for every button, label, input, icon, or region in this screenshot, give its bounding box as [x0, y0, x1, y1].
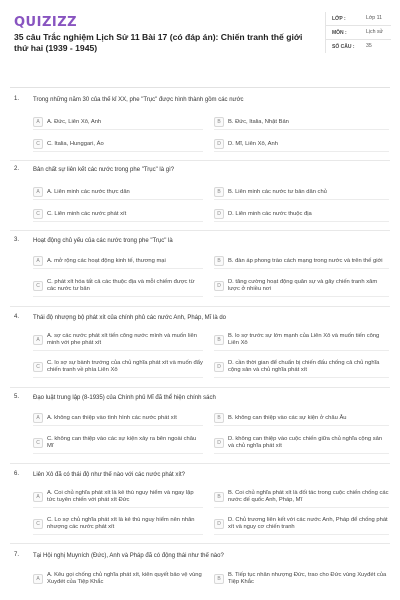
option-text: B. Coi chủ nghĩa phát xít là đối tác trong cuộc chiến chống các nước đế quốc Anh, Pháp, Mĩ [228, 490, 389, 503]
question-text: Thái độ nhượng bộ phát xít của chính phủ các nước Anh, Pháp, Mĩ là do [33, 315, 227, 321]
option-text: A. Liên minh các nước thực dân [47, 188, 130, 195]
option-text: C. Liên minh các nước phát xít [47, 210, 127, 217]
option-text: A. mở rộng các hoạt động kinh tế, thương mại [47, 257, 166, 264]
question-separator [10, 306, 390, 307]
question-separator [10, 543, 390, 544]
option-letter: A [33, 492, 43, 502]
option-b[interactable] [214, 184, 389, 200]
option-letter: B [214, 117, 224, 127]
option-c[interactable] [33, 136, 203, 152]
option-b[interactable] [214, 486, 389, 508]
option-letter: A [33, 256, 43, 266]
meta-value: 35 [366, 43, 372, 49]
option-d[interactable] [214, 356, 389, 378]
option-letter: D [214, 209, 224, 219]
option-text: B. Đức, Italia, Nhật Bản [228, 118, 289, 125]
option-letter: A [33, 117, 43, 127]
option-d[interactable] [214, 432, 389, 454]
option-text: B. không can thiệp vào các sự kiện ở châu Âu [228, 414, 347, 421]
option-letter: C [33, 209, 43, 219]
meta-question-count [326, 40, 391, 53]
option-letter: B [214, 574, 224, 584]
question-number: 7. [14, 552, 20, 558]
worksheet-meta [325, 12, 391, 53]
question-separator [10, 160, 390, 161]
option-letter: C [33, 281, 43, 291]
option-text: C. lo sợ sự bành trướng của chủ nghĩa phát xít và muốn đẩy chiến tranh về phía Liên Xô [47, 360, 203, 373]
question-text: Trong những năm 30 của thế kỉ XX, phe "Trục" được hình thành gồm các nước [33, 97, 244, 103]
question-text: Hoạt động chủ yếu của các nước trong phe "Trục" là [33, 238, 173, 244]
option-letter: A [33, 574, 43, 584]
option-a[interactable] [33, 410, 203, 426]
option-d[interactable] [214, 136, 389, 152]
meta-subject [326, 26, 391, 40]
option-letter: C [33, 519, 43, 529]
option-text: D. không can thiệp vào cuộc chiến giữa chủ nghĩa cộng sản và chủ nghĩa phát xít [228, 436, 383, 449]
option-letter: B [214, 492, 224, 502]
option-letter: A [33, 335, 43, 345]
question-number: 5. [14, 394, 20, 400]
option-text: C. không can thiệp vào các sự kiện xảy ra bên ngoài châu Mĩ [47, 436, 197, 449]
option-b[interactable] [214, 114, 389, 130]
option-letter: B [214, 335, 224, 345]
option-a[interactable] [33, 114, 203, 130]
meta-grade [326, 12, 391, 26]
question-number: 2. [14, 166, 20, 172]
option-text: D. Mĩ, Liên Xô, Anh [228, 140, 278, 147]
option-b[interactable] [214, 253, 389, 269]
option-letter: B [214, 187, 224, 197]
question-text: Liên Xô đã có thái độ như thế nào với các nước phát xít? [33, 472, 185, 478]
option-letter: C [33, 362, 43, 372]
option-text: D. Liên minh các nước thuộc địa [228, 210, 312, 217]
option-d[interactable] [214, 513, 389, 535]
option-letter: B [214, 256, 224, 266]
option-d[interactable] [214, 275, 389, 297]
option-b[interactable] [214, 568, 389, 590]
option-letter: B [214, 413, 224, 423]
worksheet-title: 35 câu Trắc nghiệm Lịch Sử 11 Bài 17 (có đáp án): Chiến tranh thế giới thứ hai (1939 - 1945) [14, 32, 303, 53]
option-text: D. tăng cường hoạt động quân sự và gây chiến tranh xâm lược ở nhiều nơi [228, 279, 378, 292]
meta-label: MÔN : [332, 30, 347, 36]
question-number: 6. [14, 471, 20, 477]
option-text: A. không can thiệp vào tình hình các nước phát xít [47, 414, 177, 421]
question-separator [10, 463, 390, 464]
option-c[interactable] [33, 356, 203, 378]
option-text: A. Đức, Liên Xô, Anh [47, 118, 102, 125]
option-text: C. Italia, Hunggari, Áo [47, 140, 104, 147]
option-letter: D [214, 281, 224, 291]
question-separator [10, 230, 390, 231]
option-b[interactable] [214, 329, 389, 351]
question-number: 3. [14, 237, 20, 243]
meta-value: Lịch sử [366, 29, 384, 35]
question-number: 4. [14, 314, 20, 320]
option-letter: D [214, 438, 224, 448]
option-a[interactable] [33, 486, 203, 508]
option-letter: D [214, 519, 224, 529]
question-text: Tại Hội nghị Muyních (Đức), Anh và Pháp đã có động thái như thế nào? [33, 553, 224, 559]
question-number: 1. [14, 96, 20, 102]
option-a[interactable] [33, 184, 203, 200]
option-a[interactable] [33, 329, 203, 351]
meta-label: LỚP : [332, 16, 346, 22]
option-text: A. Coi chủ nghĩa phát xít là kẻ thù nguy hiểm và ngay lập tức tuyên chiến với phát xít Đức [47, 490, 194, 503]
question-text: Bản chất sự liên kết các nước trong phe "Trục" là gì? [33, 167, 175, 173]
option-text: A. sợ các nước phát xít tiến công nước mình và muốn liên minh với phe phát xít [47, 333, 197, 346]
option-c[interactable] [33, 432, 203, 454]
option-text: A. Kêu gọi chống chủ nghĩa phát xít, kiên quyết bảo vệ vùng Xuyđét của Tiệp Khắc [47, 572, 202, 585]
option-text: D. Chủ trương liên kết với các nước Anh, Pháp để chống phát xít và nguy cơ chiến tranh [228, 517, 388, 530]
option-c[interactable] [33, 513, 203, 535]
option-a[interactable] [33, 568, 203, 590]
header-divider [10, 87, 390, 88]
question-separator [10, 387, 390, 388]
option-letter: A [33, 187, 43, 197]
option-c[interactable] [33, 275, 203, 297]
option-b[interactable] [214, 410, 389, 426]
option-text: B. lo sợ trước sự lớn mạnh của Liên Xô và muốn tiến công Liên Xô [228, 333, 380, 346]
option-text: B. đàn áp phong trào cách mạng trong nước và trên thế giới [228, 257, 383, 264]
option-letter: A [33, 413, 43, 423]
meta-label: SỐ CÂU : [332, 44, 355, 50]
meta-value: Lớp 11 [366, 15, 382, 21]
option-letter: C [33, 438, 43, 448]
option-text: C. phát xít hóa tất cả các thuộc địa và mỗi chiếm được từ các nước tư bản [47, 279, 195, 292]
option-text: D. cần thời gian để chuẩn bị chiến đấu chống cả chủ nghĩa cộng sản và chủ nghĩa phát xít [228, 360, 380, 373]
quizizz-logo: QUIZIZZ [14, 15, 78, 30]
option-letter: D [214, 362, 224, 372]
option-text: B. Tiếp tục nhân nhượng Đức, trao cho Đức vùng Xuyđét của Tiệp Khắc [228, 572, 387, 585]
option-text: B. Liên minh các nước tư bản dân chủ [228, 188, 327, 195]
option-d[interactable] [214, 206, 389, 222]
worksheet-header [0, 0, 400, 84]
option-c[interactable] [33, 206, 203, 222]
option-letter: C [33, 139, 43, 149]
option-text: C. Lo sợ chủ nghĩa phát xít là kẻ thù nguy hiểm nên nhân nhượng các nước phát xít [47, 517, 195, 530]
option-a[interactable] [33, 253, 203, 269]
question-text: Đạo luật trung lập (8-1935) của Chính phủ Mĩ đã thể hiện chính sách [33, 395, 216, 401]
option-letter: D [214, 139, 224, 149]
